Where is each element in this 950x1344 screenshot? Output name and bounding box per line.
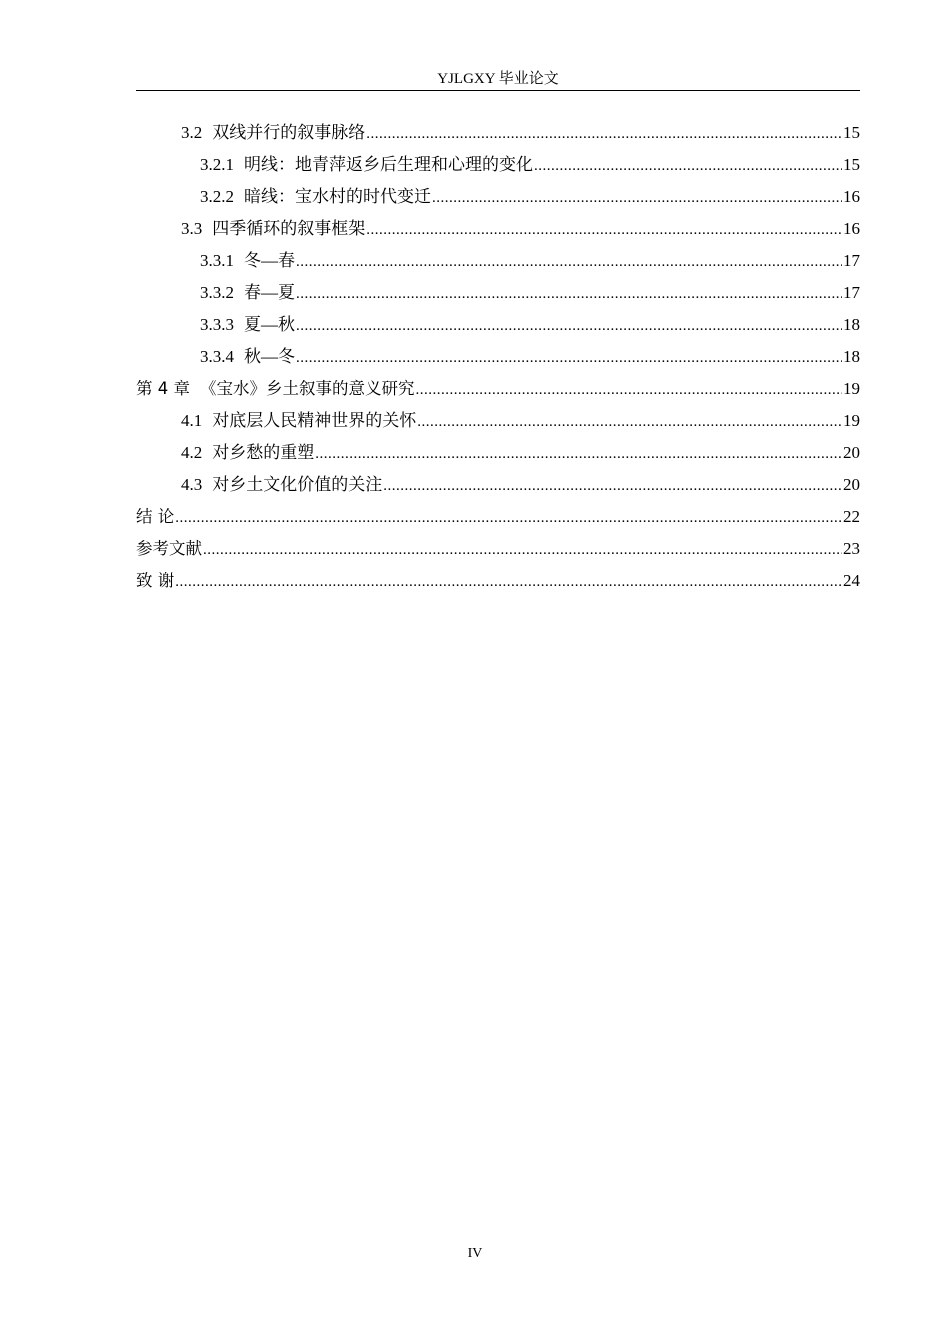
toc-entry-page: 19 [843, 411, 860, 430]
toc-leader-dots [416, 376, 843, 404]
toc-entry-number: 3.3 [181, 219, 203, 238]
toc-entry[interactable] [136, 119, 860, 151]
toc-entry[interactable] [136, 343, 860, 375]
toc-entry-page: 23 [843, 539, 860, 558]
toc-leader-dots [315, 440, 842, 468]
page-header [136, 68, 860, 91]
toc-entry[interactable] [136, 535, 860, 567]
toc-leader-dots [175, 568, 842, 596]
toc-entry-number: 4.3 [181, 475, 203, 494]
page-number: IV [467, 1246, 483, 1261]
toc-entry[interactable] [136, 471, 860, 503]
toc-entry-number: 4.2 [181, 443, 203, 462]
toc-leader-dots [432, 184, 842, 212]
toc-entry-title: 四季循环的叙事框架 [212, 219, 366, 238]
toc-entry-title: 明线：地青萍返乡后生理和心理的变化 [244, 155, 533, 174]
toc-leader-dots [296, 248, 842, 276]
toc-entry-page: 18 [843, 315, 860, 334]
toc-leader-dots [534, 152, 842, 180]
toc-entry-page: 20 [843, 443, 860, 462]
toc-entry-page: 20 [843, 475, 860, 494]
toc-entry-number: 3.2 [181, 123, 203, 142]
toc-leader-dots [296, 312, 842, 340]
toc-entry-number: 3.3.2 [200, 283, 234, 302]
toc-entry-page: 18 [843, 347, 860, 366]
toc-leader-dots [296, 280, 842, 308]
toc-entry-title: 双线并行的叙事脉络 [212, 123, 366, 142]
toc-entry-number: 3.2.1 [200, 155, 234, 174]
toc-entry-page: 19 [843, 379, 860, 398]
toc-leader-dots [366, 216, 842, 244]
toc-entry-number: 3.3.3 [200, 315, 234, 334]
toc-leader-dots [175, 504, 842, 532]
toc-entry-title: 对乡土文化价值的关注 [212, 475, 383, 494]
toc-entry[interactable] [136, 407, 860, 439]
toc-entry-title: 《宝水》乡土叙事的意义研究 [200, 379, 415, 398]
toc-entry-title: 春—夏 [244, 283, 295, 302]
toc-entry-number: 3.3.1 [200, 251, 234, 270]
header-title: YJLGXY 毕业论文 [437, 71, 559, 87]
toc-entry-page: 17 [843, 283, 860, 302]
toc-entry-title: 对底层人民精神世界的关怀 [212, 411, 417, 430]
table-of-contents [136, 119, 860, 599]
toc-entry[interactable] [136, 567, 860, 599]
toc-entry[interactable] [136, 183, 860, 215]
toc-leader-dots [296, 344, 842, 372]
toc-entry-page: 16 [843, 187, 860, 206]
toc-entry[interactable] [136, 375, 860, 407]
toc-entry-number: 第 4 章 [136, 379, 190, 398]
toc-leader-dots [417, 408, 842, 436]
toc-entry-page: 15 [843, 123, 860, 142]
toc-entry-number: 4.1 [181, 411, 203, 430]
toc-entry-page: 15 [843, 155, 860, 174]
toc-entry-title: 夏—秋 [244, 315, 295, 334]
toc-entry-title: 致 谢 [136, 571, 175, 590]
toc-entry[interactable] [136, 439, 860, 471]
toc-entry-number: 3.2.2 [200, 187, 234, 206]
toc-entry[interactable] [136, 503, 860, 535]
toc-entry[interactable] [136, 311, 860, 343]
toc-entry-title: 冬—春 [244, 251, 295, 270]
toc-leader-dots [383, 472, 842, 500]
toc-entry[interactable] [136, 151, 860, 183]
toc-entry-title: 暗线：宝水村的时代变迁 [244, 187, 431, 206]
toc-entry-title: 参考文献 [136, 539, 202, 558]
toc-entry[interactable] [136, 215, 860, 247]
toc-entry-title: 对乡愁的重塑 [212, 443, 315, 462]
toc-entry-title: 秋—冬 [244, 347, 295, 366]
toc-entry-page: 17 [843, 251, 860, 270]
toc-entry-page: 24 [843, 571, 860, 590]
toc-entry-page: 22 [843, 507, 860, 526]
toc-entry[interactable] [136, 279, 860, 311]
toc-entry[interactable] [136, 247, 860, 279]
toc-entry-page: 16 [843, 219, 860, 238]
toc-entry-number: 3.3.4 [200, 347, 234, 366]
toc-leader-dots [203, 536, 842, 564]
toc-leader-dots [366, 120, 842, 148]
toc-entry-title: 结 论 [136, 507, 175, 526]
